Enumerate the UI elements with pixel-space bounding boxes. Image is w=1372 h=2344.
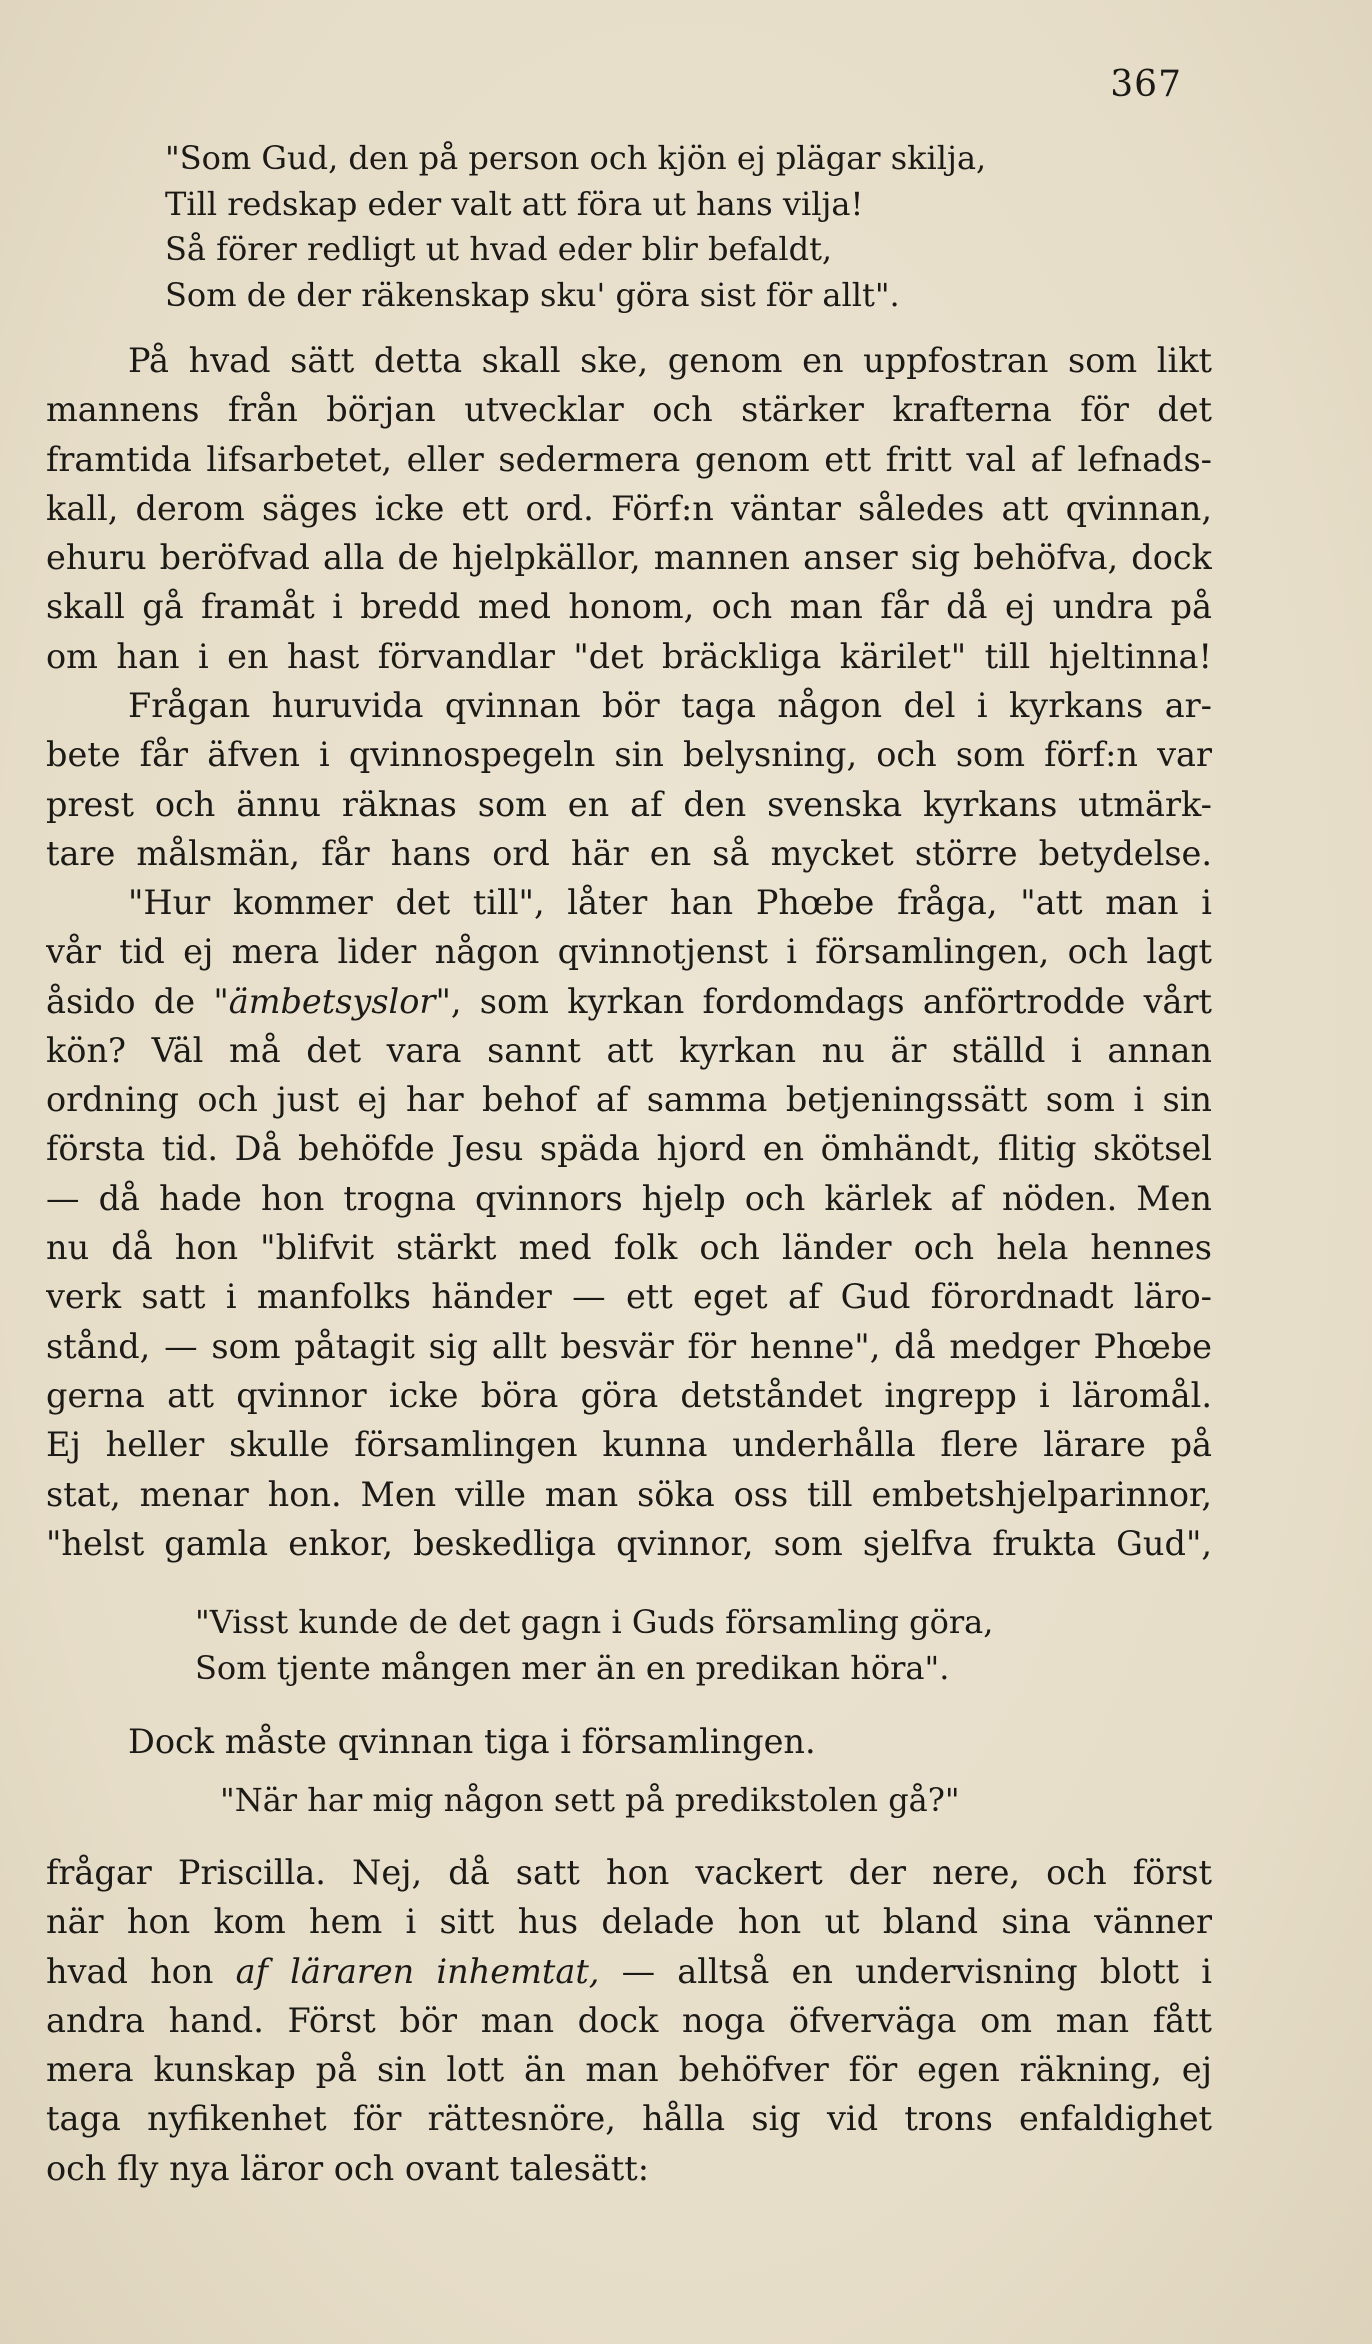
verse-line: "Visst kunde de det gagn i Guds församling göra, (195, 1603, 994, 1641)
text-line: Frågan huruvida qvinnan bör taga någon del i kyrkans ar- (128, 686, 1212, 725)
text-line: om han i en hast förvandlar "det bräckliga kärilet" till hjeltinna! (46, 636, 1212, 676)
text-segment: åsido de " (46, 981, 229, 1021)
text-line: "helst gamla enkor, beskedliga qvinnor, som sjelfva frukta Gud", (46, 1523, 1212, 1563)
text-line: skall gå framåt i bredd med honom, och man får då ej undra på (46, 587, 1212, 627)
text-line: verk satt i manfolks händer — ett eget af Gud förordnadt läro- (46, 1277, 1212, 1317)
text-line: första tid. Då behöfde Jesu späda hjord en ömhändt, flitig skötsel (46, 1129, 1212, 1169)
verse-line: "När har mig någon sett på predikstolen gå?" (220, 1781, 960, 1819)
text-line: prest och ännu räknas som en af den svenska kyrkans utmärk- (46, 784, 1212, 824)
text-segment: hvad hon (46, 1951, 236, 1991)
text-line: stånd, — som påtagit sig allt besvär för henne", då medger Phœbe (46, 1326, 1212, 1366)
text-line: kall, derom säges icke ett ord. Förf:n väntar således att qvinnan, (46, 488, 1212, 528)
text-segment: — alltså en undervisning blott i (599, 1951, 1212, 1991)
paragraph-4 (46, 1717, 1212, 1766)
verse-line: Till redskap eder valt att föra ut hans vilja! (165, 184, 864, 223)
paragraph-2 (46, 681, 1212, 878)
text-line: ordning och just ej har behof af samma betjeningssätt som i sin (46, 1080, 1212, 1120)
text-line: vår tid ej mera lider någon qvinnotjenst i församlingen, och lagt (46, 932, 1212, 972)
text-line: nu då hon "blifvit stärkt med folk och länder och hela hennes (46, 1228, 1212, 1268)
text-line: andra hand. Först bör man dock noga öfverväga om man fått (46, 2000, 1212, 2040)
text-line: när hon kom hem i sitt hus delade hon ut bland sina vänner (46, 1902, 1212, 1942)
italic-term: ämbetsyslor (228, 981, 436, 1021)
text-line: mera kunskap på sin lott än man behöfver för egen räkning, ej (46, 2050, 1212, 2090)
text-segment: ", som kyrkan fordomdags anförtrodde vårt (435, 981, 1212, 1021)
verse-line: "Som Gud, den på person och kjön ej plägar skilja, (165, 139, 987, 177)
text-line: frågar Priscilla. Nej, då satt hon vackert der nere, och först (46, 1853, 1212, 1892)
text-line: stat, menar hon. Men ville man söka oss till embetshjelparinnor, (46, 1474, 1212, 1514)
text-line: och fly nya läror och ovant talesätt: (46, 2148, 649, 2188)
text-line: — då hade hon trogna qvinnors hjelp och kärlek af nöden. Men (46, 1178, 1212, 1218)
text-line: På hvad sätt detta skall ske, genom en uppfostran som likt (128, 341, 1212, 380)
paragraph-3 (46, 878, 1212, 1568)
text-line: Ej heller skulle församlingen kunna underhålla flere lärare på (46, 1425, 1212, 1465)
text-line-with-italic (46, 1947, 1212, 1996)
verse-line: Så förer redligt ut hvad eder blir befaldt, (165, 230, 833, 268)
text-line: Dock måste qvinnan tiga i församlingen. (128, 1722, 816, 1761)
text-line: taga nyfikenhet för rättesnöre, hålla sig vid trons enfaldighet (46, 2099, 1212, 2139)
text-line-with-italic (46, 977, 1212, 1026)
verse-line: Som tjente mången mer än en predikan höra". (195, 1648, 950, 1687)
text-line: ehuru beröfvad alla de hjelpkällor, mannen anser sig behöfva, dock (46, 538, 1212, 578)
text-line: mannens från början utvecklar och stärker krafterna för det (46, 390, 1212, 430)
paragraph-5 (46, 1848, 1212, 2193)
text-line: kön? Väl må det vara sannt att kyrkan nu är ställd i annan (46, 1030, 1212, 1070)
text-line: framtida lifsarbetet, eller sedermera genom ett fritt val af lefnads- (46, 439, 1212, 479)
verse-quote-3 (220, 1778, 960, 1824)
text-line: tare målsmän, får hans ord här en så mycket större betydelse. (46, 833, 1212, 873)
text-line: gerna att qvinnor icke böra göra detståndet ingrepp i läromål. (46, 1375, 1212, 1415)
text-line: "Hur kommer det till", låter han Phœbe fråga, "att man i (128, 883, 1212, 922)
italic-phrase: af läraren inhemtat, (235, 1951, 600, 1991)
text-line: bete får äfven i qvinnospegeln sin belysning, och som förf:n var (46, 735, 1212, 775)
page-number: 367 (1110, 64, 1182, 105)
verse-quote-1 (165, 136, 986, 318)
paragraph-1 (46, 336, 1212, 681)
verse-line: Som de der räkenskap sku' göra sist för allt". (165, 275, 900, 314)
verse-quote-2 (195, 1600, 993, 1691)
